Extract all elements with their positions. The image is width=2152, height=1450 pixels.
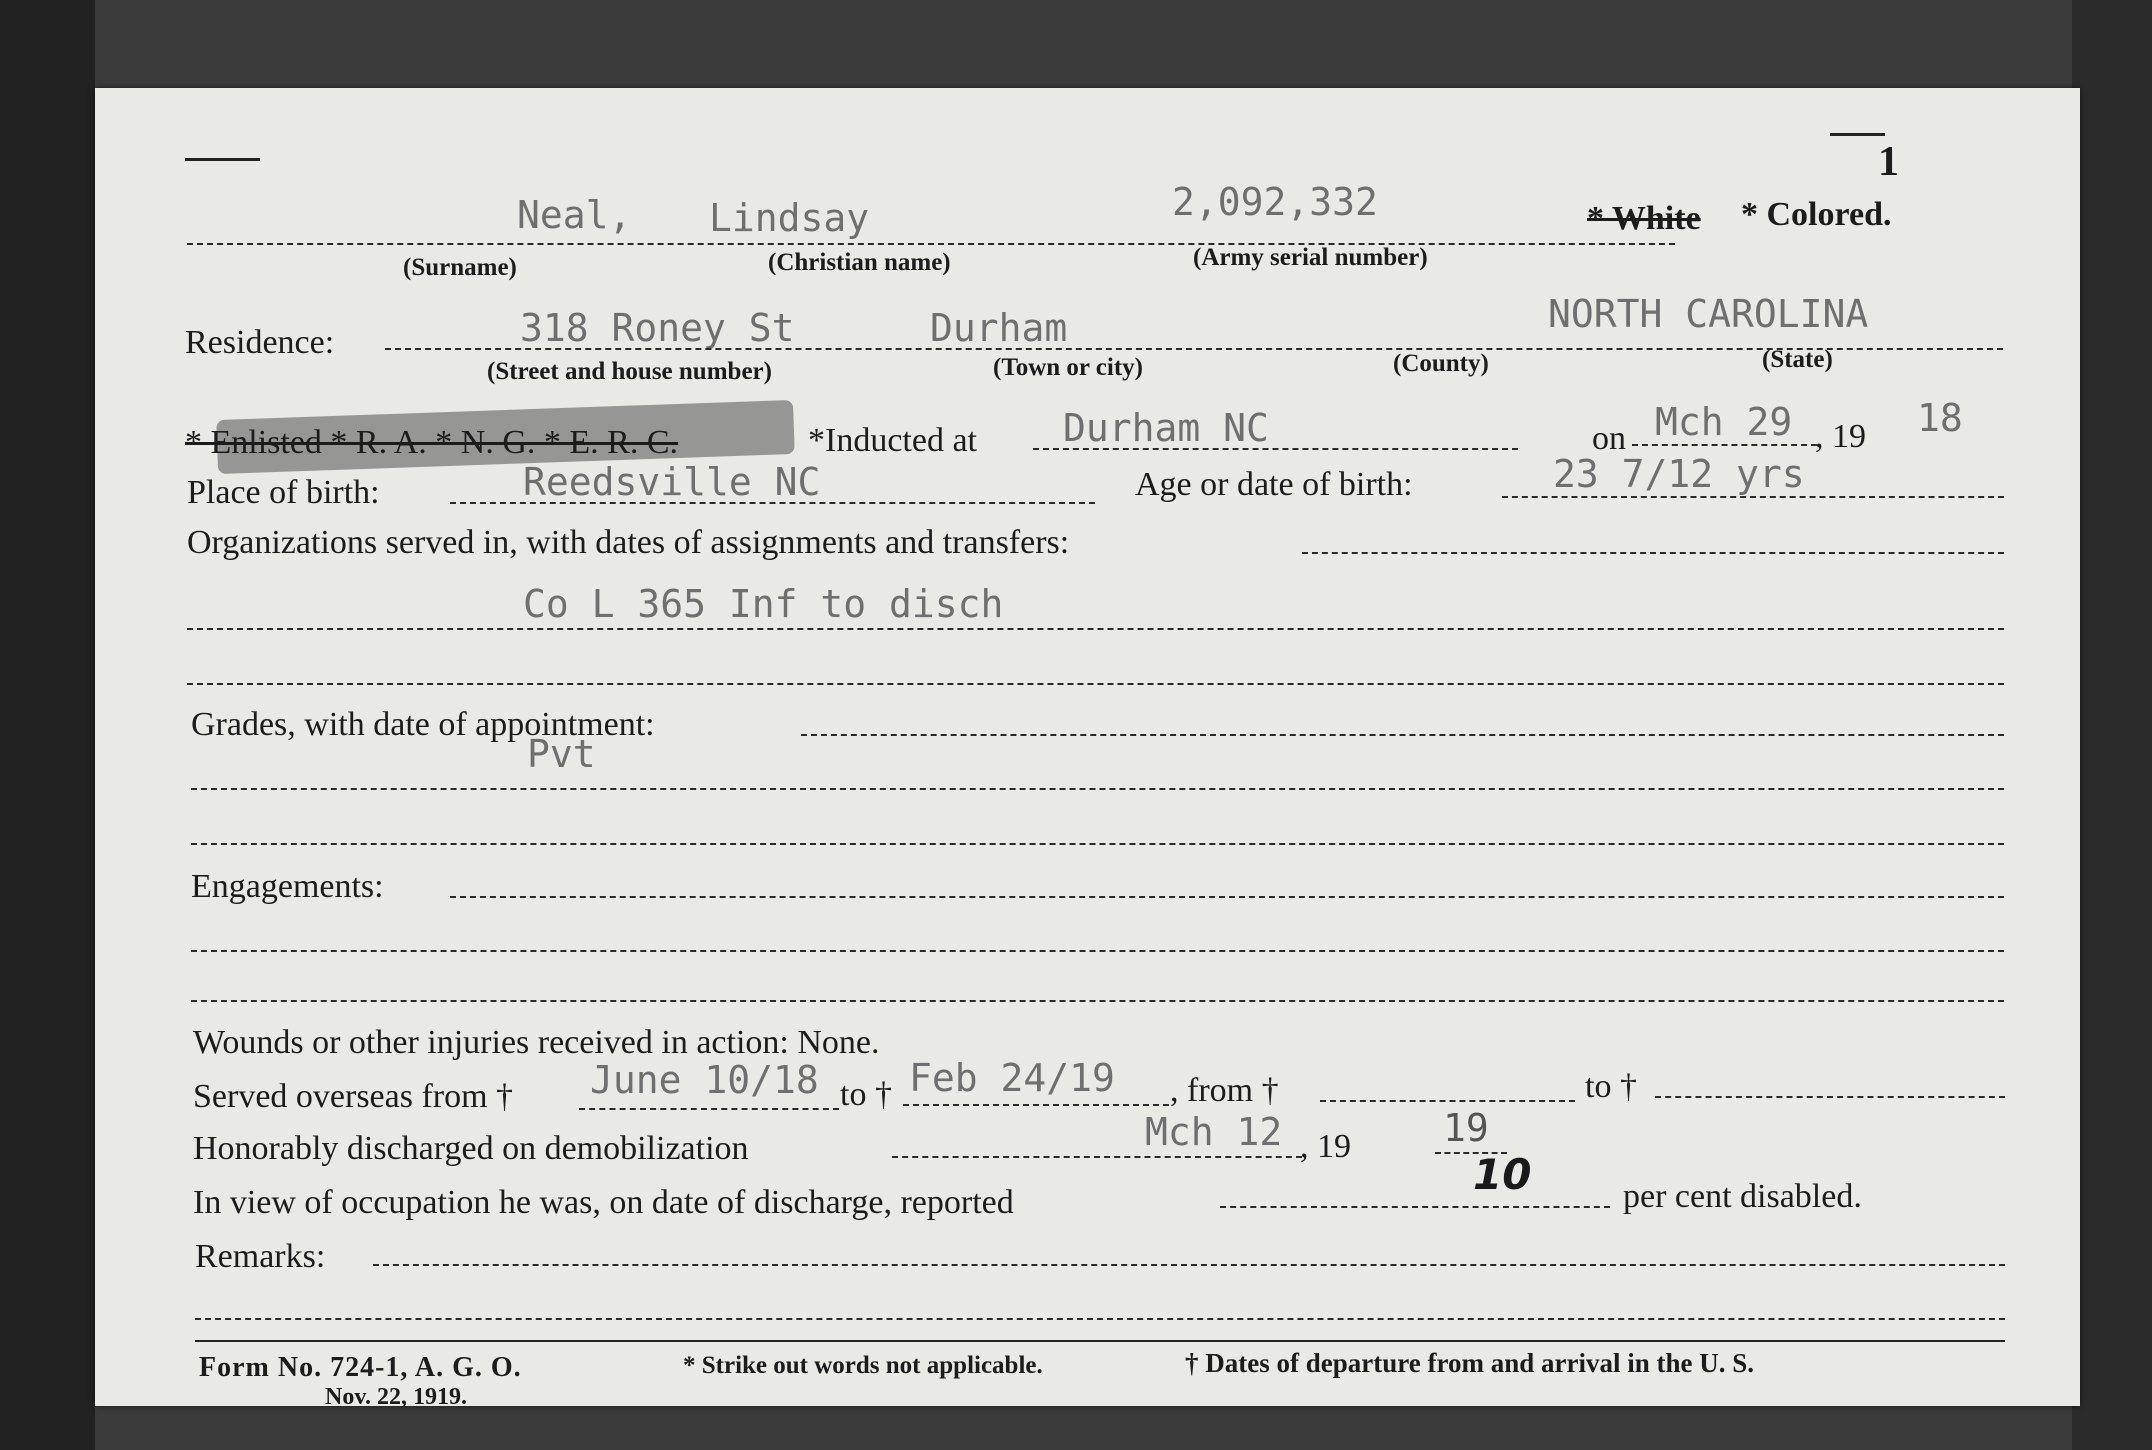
service-record-card	[95, 88, 2080, 1410]
remarks-label: Remarks:	[195, 1238, 326, 1275]
footer-rule	[195, 1340, 2005, 1342]
state-caption: (State)	[1762, 346, 1833, 373]
surname-caption: (Surname)	[403, 254, 517, 281]
street-value: 318 Roney St	[520, 306, 795, 350]
induction-date-value: Mch 29	[1655, 400, 1793, 444]
served-to-line	[903, 1104, 1169, 1106]
age-line	[1502, 496, 2004, 498]
strike-out-note: * Strike out words not applicable.	[683, 1352, 1043, 1379]
grades-label: Grades, with date of appointment:	[191, 706, 655, 743]
served-from-value: June 10/18	[590, 1058, 819, 1102]
place-of-birth-line	[450, 502, 1095, 504]
state-value: NORTH CAROLINA	[1548, 292, 1869, 336]
engagements-line-2	[191, 950, 2004, 952]
race-colored-option: * Colored.	[1741, 196, 1892, 233]
disability-line	[1220, 1206, 1610, 1208]
disability-value: 10	[1473, 1150, 1532, 1199]
discharge-date-value: Mch 12	[1145, 1110, 1283, 1154]
served-from2-line	[1320, 1100, 1575, 1102]
engagements-label: Engagements:	[191, 868, 384, 905]
served-to-label: to †	[840, 1076, 892, 1113]
scan-edge-right	[2072, 0, 2152, 1450]
organizations-value: Co L 365 Inf to disch	[523, 582, 1004, 626]
engagements-line-3	[191, 1000, 2004, 1002]
age-value: 23 7/12 yrs	[1553, 452, 1805, 496]
residence-label: Residence:	[185, 324, 335, 361]
form-number: Form No. 724-1, A. G. O.	[199, 1352, 522, 1383]
place-of-birth-value: Reedsville NC	[523, 460, 821, 504]
residence-line	[385, 348, 2003, 350]
discharged-label: Honorably discharged on demobilization	[193, 1130, 749, 1167]
grades-line-3	[191, 843, 2004, 845]
scan-edge-left	[0, 0, 95, 1450]
disability-suffix: per cent disabled.	[1623, 1178, 1862, 1215]
inducted-at-value: Durham NC	[1063, 406, 1269, 450]
serial-number-value: 2,092,332	[1172, 180, 1378, 224]
christian-name-caption: (Christian name)	[768, 249, 951, 276]
town-value: Durham	[930, 306, 1068, 350]
organizations-line-1	[1302, 552, 2004, 554]
engagements-line-1	[450, 896, 2004, 898]
served-to2-line	[1655, 1096, 2005, 1098]
discharge-year-prefix: , 19	[1300, 1128, 1351, 1165]
card-number: 1	[1878, 139, 1899, 185]
organizations-label: Organizations served in, with dates of assignments and transfers:	[187, 524, 1070, 561]
town-caption: (Town or city)	[993, 354, 1143, 381]
form-date: Nov. 22, 1919.	[325, 1384, 468, 1410]
served-to-value: Feb 24/19	[909, 1056, 1115, 1100]
wounds-label: Wounds or other injuries received in action: None.	[193, 1024, 880, 1061]
discharge-date-line	[892, 1156, 1302, 1158]
county-caption: (County)	[1393, 350, 1489, 377]
served-to2-label: to †	[1585, 1068, 1637, 1105]
organizations-line-3	[187, 683, 2004, 685]
serial-number-caption: (Army serial number)	[1193, 244, 1428, 271]
top-left-rule	[185, 158, 260, 161]
on-label: on	[1592, 420, 1626, 457]
induction-year-prefix: , 19	[1815, 418, 1866, 455]
remarks-line-1	[373, 1264, 2005, 1266]
induction-year-value: 18	[1917, 396, 1963, 440]
inducted-line	[1033, 448, 1518, 450]
served-from-line	[579, 1108, 839, 1110]
place-of-birth-label: Place of birth:	[187, 474, 380, 511]
inducted-at-label: *Inducted at	[808, 422, 977, 459]
remarks-line-2	[195, 1318, 2005, 1320]
race-white-option: * White	[1587, 200, 1701, 237]
age-label: Age or date of birth:	[1135, 466, 1413, 503]
served-from2-label: , from †	[1170, 1072, 1279, 1109]
induction-date-line	[1632, 444, 1817, 446]
grades-line-2	[191, 788, 2004, 790]
christian-name-value: Lindsay	[709, 196, 870, 240]
top-right-rule	[1830, 133, 1885, 136]
dates-note: † Dates of departure from and arrival in the U. S.	[1185, 1348, 1754, 1378]
grades-value: Pvt	[527, 732, 596, 776]
surname-value: Neal,	[517, 193, 632, 237]
enlisted-options: * Enlisted * R. A. * N. G. * E. R. C.	[185, 424, 679, 461]
organizations-line-2	[187, 628, 2004, 630]
disability-label: In view of occupation he was, on date of discharge, reported	[193, 1184, 1014, 1221]
served-overseas-label: Served overseas from †	[193, 1078, 514, 1115]
street-caption: (Street and house number)	[487, 358, 772, 385]
grades-line-1	[801, 734, 2004, 736]
name-line	[187, 243, 1675, 245]
discharge-year-value: 19	[1443, 1106, 1489, 1150]
